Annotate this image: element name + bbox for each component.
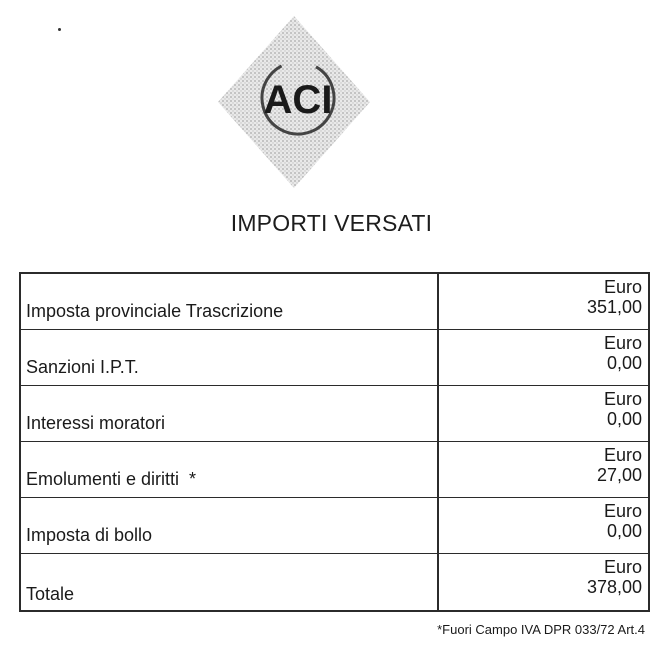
row-amount: 351,00 <box>586 297 642 317</box>
row-amount-cell <box>587 557 642 597</box>
column-divider <box>437 274 439 329</box>
table-row <box>21 274 648 330</box>
row-amount: 0,00 <box>606 409 642 429</box>
row-currency: Euro <box>603 389 642 409</box>
aci-logo <box>214 12 374 192</box>
page-title: IMPORTI VERSATI <box>230 210 433 236</box>
footnote: *Fuori Campo IVA DPR 033/72 Art.4 <box>437 622 645 637</box>
row-currency: Euro <box>603 277 642 297</box>
row-amount: 27,00 <box>596 465 642 485</box>
row-label: Sanzioni I.P.T. <box>26 357 139 377</box>
row-label: Emolumenti e diritti * <box>26 469 197 489</box>
row-label: Imposta di bollo <box>26 525 153 545</box>
table-row-total <box>21 554 648 612</box>
row-label: Imposta provinciale Trascrizione <box>26 301 284 321</box>
row-amount: 378,00 <box>586 577 642 597</box>
row-amount-cell <box>597 445 642 485</box>
row-currency: Euro <box>603 333 642 353</box>
scan-speck <box>58 28 61 31</box>
row-amount-cell <box>604 501 642 541</box>
table-row <box>21 330 648 386</box>
logo-text: ACI <box>263 78 333 122</box>
payments-table <box>19 272 650 612</box>
row-amount: 0,00 <box>606 353 642 373</box>
row-label: Interessi moratori <box>26 413 166 433</box>
table-row <box>21 498 648 554</box>
table-row <box>21 442 648 498</box>
row-amount-cell <box>587 277 642 317</box>
column-divider <box>437 330 439 385</box>
row-currency: Euro <box>603 557 642 577</box>
row-currency: Euro <box>603 501 642 521</box>
column-divider <box>437 442 439 497</box>
row-amount-cell <box>604 333 642 373</box>
table-row <box>21 386 648 442</box>
column-divider <box>437 554 439 612</box>
row-amount: 0,00 <box>606 521 642 541</box>
column-divider <box>437 386 439 441</box>
row-amount-cell <box>604 389 642 429</box>
column-divider <box>437 498 439 553</box>
row-currency: Euro <box>603 445 642 465</box>
row-label: Totale <box>26 584 75 604</box>
